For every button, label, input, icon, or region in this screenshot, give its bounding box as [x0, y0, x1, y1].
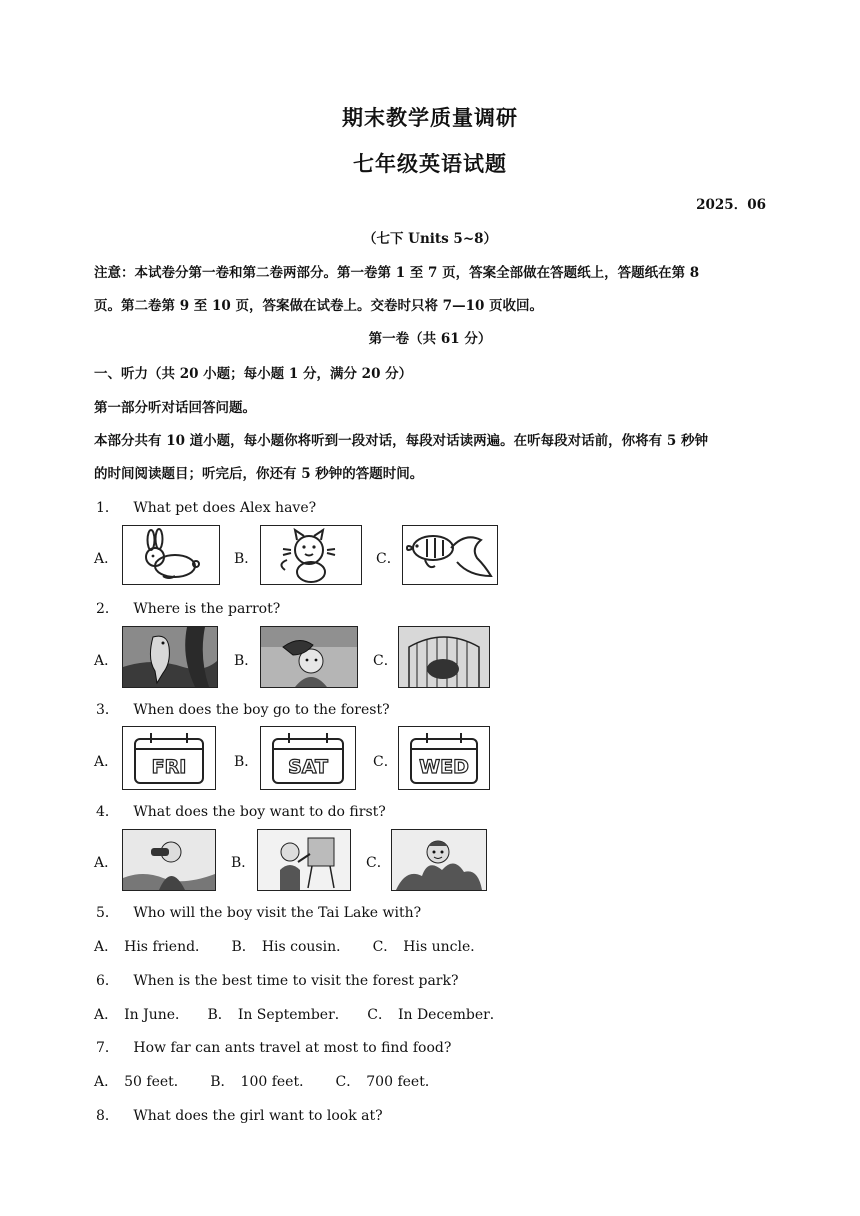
- option-text: His cousin．: [261, 939, 351, 955]
- option-label: A．: [94, 1007, 119, 1023]
- parrot-in-cage-image[interactable]: [398, 626, 490, 688]
- calendar-icon[interactable]: [260, 726, 356, 790]
- notice-line-1: 注意：本试卷分第一卷和第二卷两部分。第一卷第 1 至 7 页，答案全部做在答题纸上，答题纸在第 8: [94, 265, 700, 281]
- option-label: B．: [231, 855, 256, 871]
- boy-painting-image[interactable]: [257, 829, 351, 891]
- choices-row: [94, 1004, 504, 1024]
- calendar-icon[interactable]: [398, 726, 490, 790]
- option-text: 50 feet．: [124, 1074, 188, 1090]
- goldfish-icon[interactable]: [402, 525, 498, 585]
- option-text: His uncle．: [403, 939, 485, 955]
- question-text: Where is the parrot?: [133, 601, 281, 617]
- option-text: His friend．: [124, 939, 210, 955]
- question-7: [96, 1037, 451, 1057]
- option-label: C．: [373, 653, 398, 669]
- boy-binoculars-image[interactable]: [122, 829, 216, 891]
- exam-title: 期末教学质量调研: [342, 105, 518, 130]
- option-label: B．: [207, 1007, 232, 1023]
- question-6: [96, 970, 459, 990]
- option-label: B．: [231, 939, 256, 955]
- option-label: B．: [234, 653, 259, 669]
- question-2: [96, 598, 280, 618]
- question-text: What pet does Alex have?: [133, 500, 317, 516]
- option-label: C．: [335, 1074, 361, 1090]
- calendar-day-label: FRI: [151, 756, 187, 778]
- parrot-on-boy-image[interactable]: [260, 626, 358, 688]
- instruction-line-1: 本部分共有 10 道小题，每小题你将听到一段对话，每段对话读两遍。在听每段对话前，你将有 5 秒钟: [94, 433, 708, 449]
- question-1: [96, 497, 316, 517]
- question-number: 7．: [96, 1040, 119, 1056]
- option-label: B．: [210, 1074, 235, 1090]
- option-label: A．: [94, 653, 119, 669]
- option-label: C．: [367, 1007, 392, 1023]
- question-number: 6．: [96, 973, 119, 989]
- question-number: 1．: [96, 500, 119, 516]
- calendar-day-label: SAT: [288, 756, 328, 778]
- question-text: Who will the boy visit the Tai Lake with?: [133, 905, 422, 921]
- rabbit-icon[interactable]: [122, 525, 220, 585]
- question-8: [96, 1105, 383, 1125]
- option-text: In June．: [124, 1007, 190, 1023]
- option-text: 100 feet．: [240, 1074, 314, 1090]
- option-text: In December．: [397, 1007, 504, 1023]
- exam-date: 2025．06: [696, 197, 766, 213]
- question-number: 3．: [96, 702, 119, 718]
- calendar-icon[interactable]: [122, 726, 216, 790]
- option-label: B．: [234, 754, 259, 770]
- question-text: What does the boy want to do first?: [133, 804, 386, 820]
- instruction-line-2: 的时间阅读题目；听完后，你还有 5 秒钟的答题时间。: [94, 466, 424, 482]
- part-heading: 第一部分听对话回答问题。: [94, 400, 256, 416]
- question-number: 2．: [96, 601, 119, 617]
- question-4: [96, 801, 386, 821]
- option-label: C．: [366, 855, 391, 871]
- question-number: 8．: [96, 1108, 119, 1124]
- volume-heading: 第一卷（共 61 分）: [368, 331, 492, 347]
- question-text: How far can ants travel at most to find food?: [133, 1040, 452, 1056]
- option-label: C．: [373, 754, 398, 770]
- option-label: A．: [94, 551, 119, 567]
- choices-row: [94, 936, 484, 956]
- option-text: 700 feet．: [366, 1074, 439, 1090]
- option-label: C．: [376, 551, 401, 567]
- option-label: A．: [94, 754, 119, 770]
- question-number: 5．: [96, 905, 119, 921]
- parrot-in-tree-image[interactable]: [122, 626, 218, 688]
- cat-icon[interactable]: [260, 525, 362, 585]
- question-number: 4．: [96, 804, 119, 820]
- option-label: A．: [94, 855, 119, 871]
- option-label: B．: [234, 551, 259, 567]
- question-3: [96, 699, 390, 719]
- choices-row: [94, 1071, 439, 1091]
- section-heading: 一、听力（共 20 小题；每小题 1 分，满分 20 分）: [94, 366, 413, 382]
- calendar-day-label: WED: [419, 756, 469, 778]
- exam-subtitle: 七年级英语试题: [353, 151, 507, 176]
- question-text: When is the best time to visit the forest park?: [133, 973, 459, 989]
- question-5: [96, 902, 421, 922]
- option-label: C．: [372, 939, 398, 955]
- question-text: When does the boy go to the forest?: [133, 702, 390, 718]
- option-label: A．: [94, 939, 119, 955]
- boy-in-leaves-image[interactable]: [391, 829, 487, 891]
- exam-scope: （七下 Units 5~8）: [362, 231, 498, 247]
- question-text: What does the girl want to look at?: [133, 1108, 383, 1124]
- option-label: A．: [94, 1074, 119, 1090]
- option-text: In September．: [237, 1007, 349, 1023]
- notice-line-2: 页。第二卷第 9 至 10 页，答案做在试卷上。交卷时只将 7—10 页收回。: [94, 298, 544, 314]
